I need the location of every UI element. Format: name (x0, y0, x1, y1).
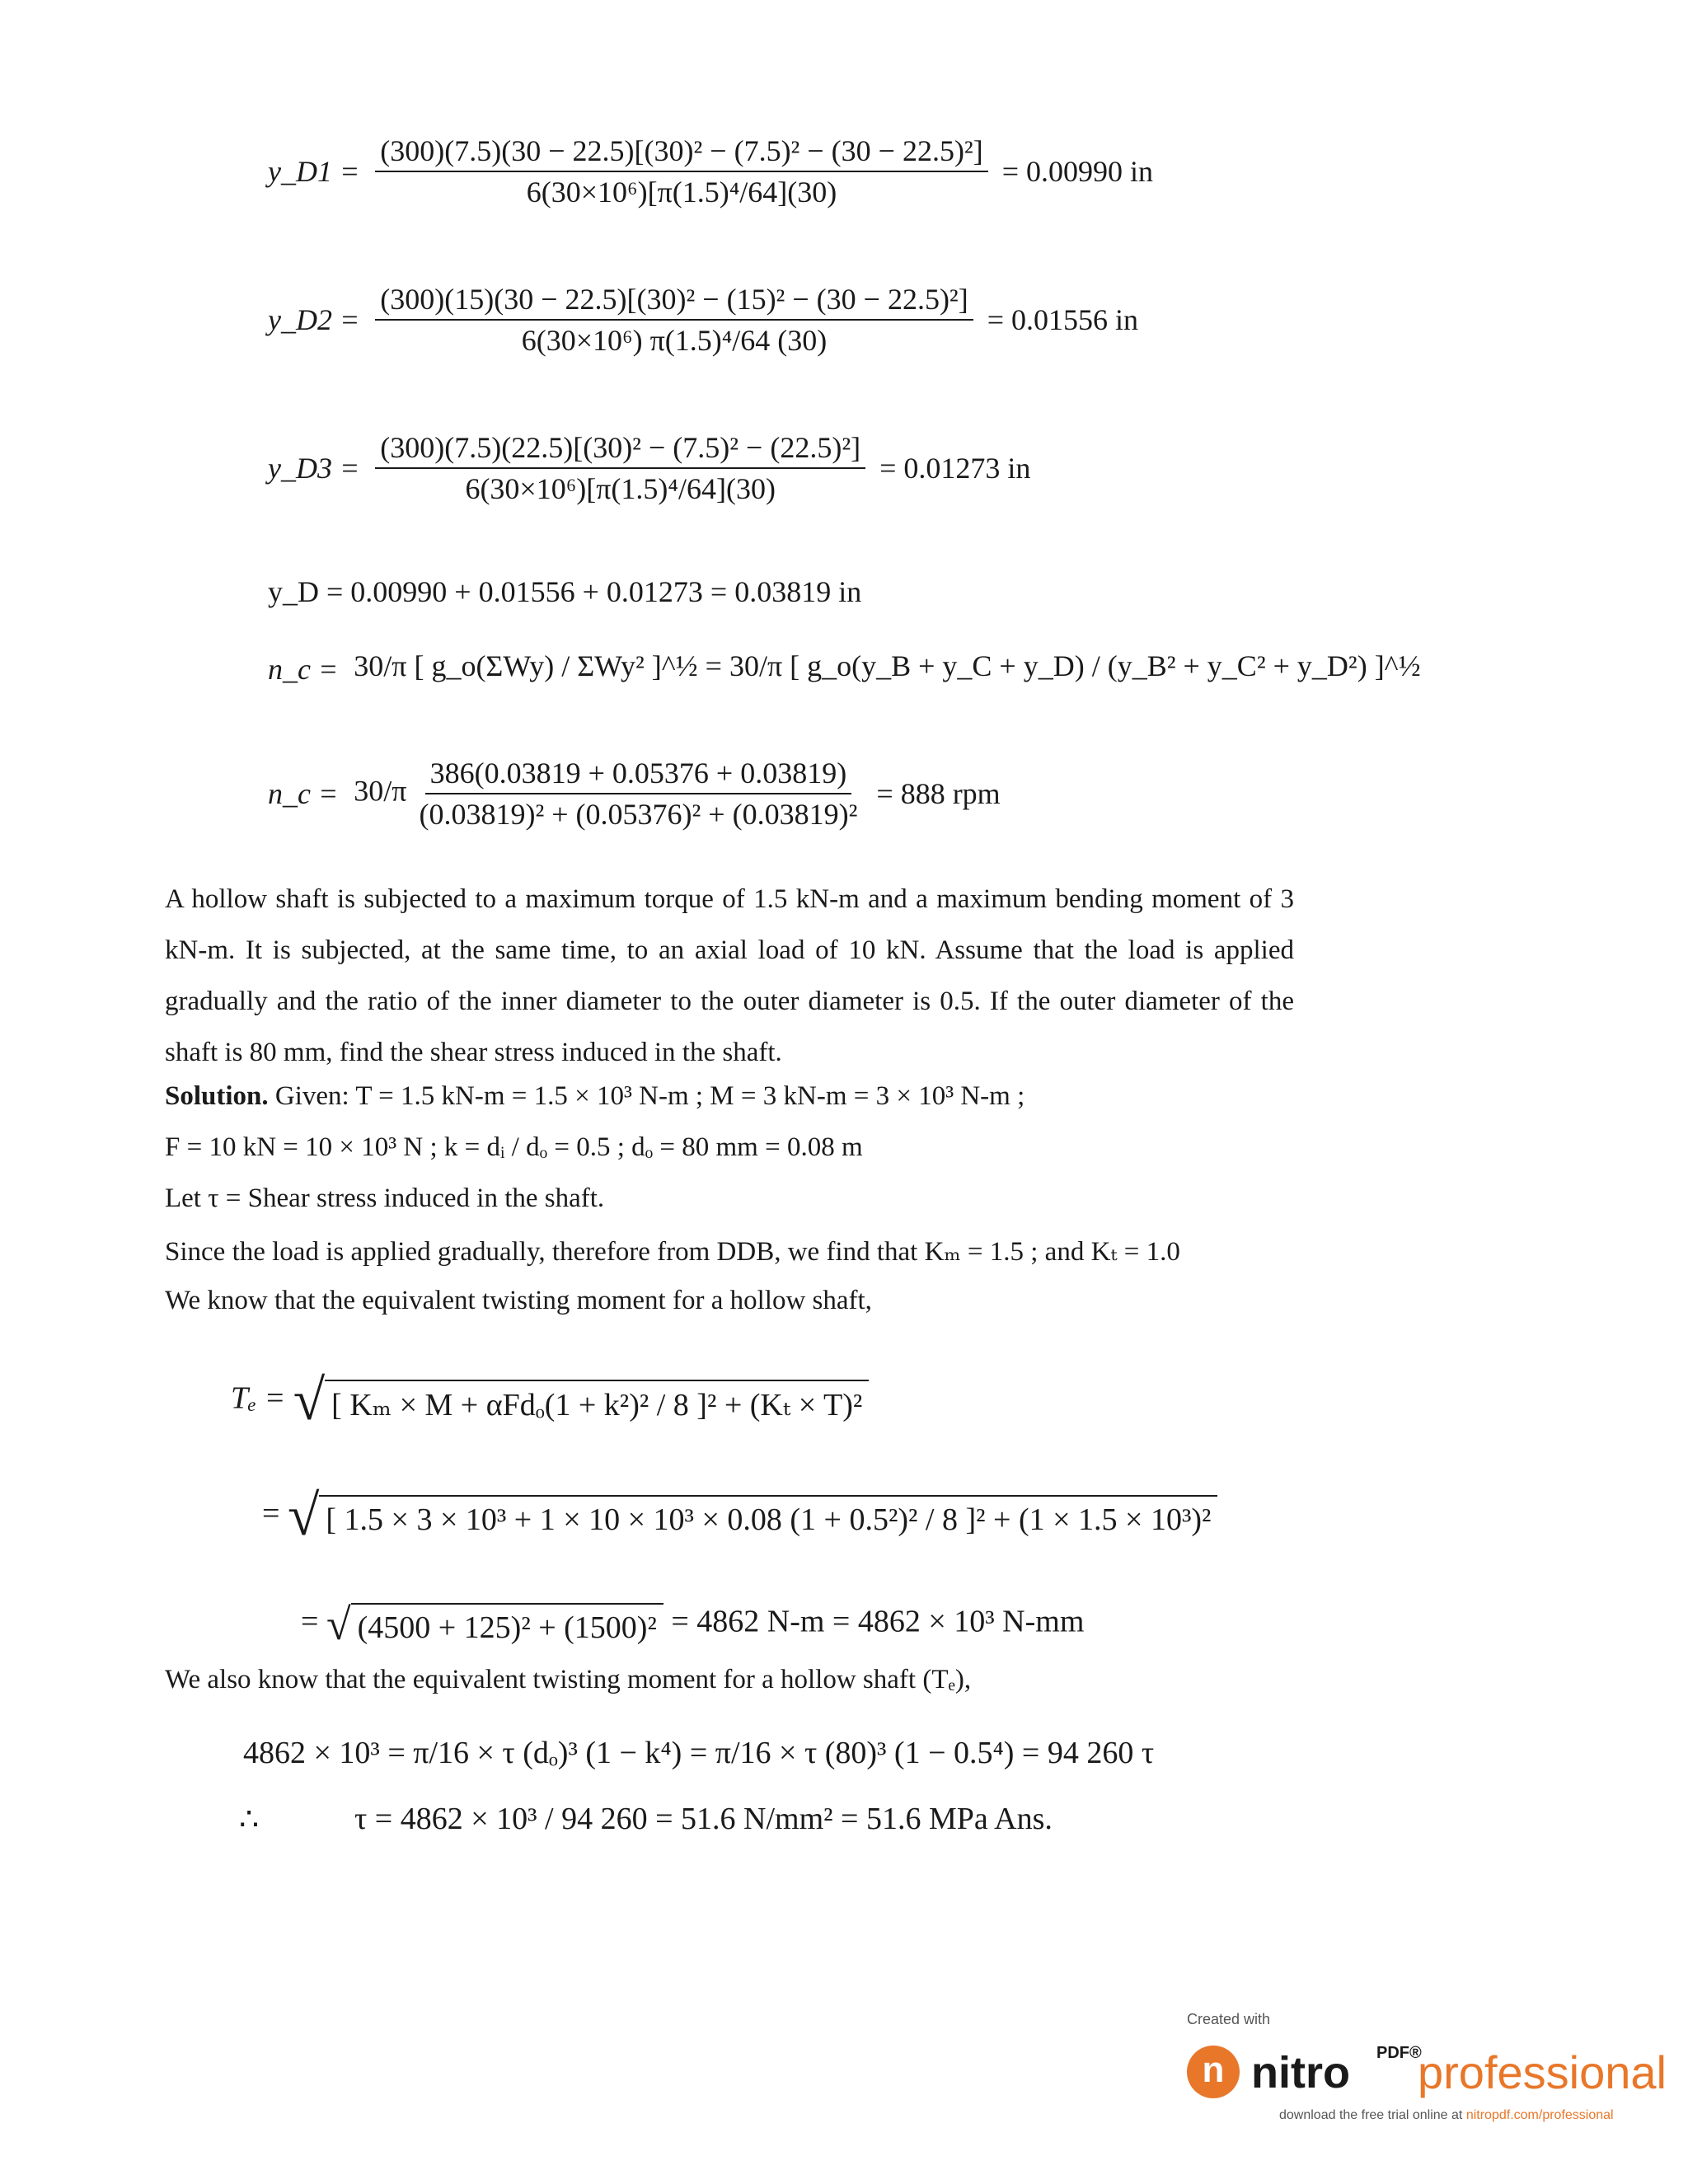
equation-yd3 (268, 433, 1030, 504)
download-text (1279, 2108, 1614, 2123)
sqrt-icon: √ (287, 1484, 320, 1548)
eq-rhs: = 0.01556 in (987, 303, 1139, 336)
equals-sign: = (301, 1604, 319, 1639)
equals-sign: = (262, 1496, 280, 1531)
eq-fraction (375, 136, 987, 207)
eq-fraction (375, 284, 973, 355)
eq-rhs: = 0.00990 in (1001, 155, 1154, 188)
te-radicand: [ Kₘ × M + αFdₒ(1 + k²)² / 8 ]² + (Kₜ × T)² (325, 1380, 869, 1423)
solution-label: Solution. (165, 1081, 269, 1111)
eq-fraction (375, 433, 865, 504)
solution-line-2: F = 10 kN = 10 × 10³ N ; k = dᵢ / dₒ = 0.5 ; dₒ = 80 mm = 0.08 m (165, 1132, 863, 1162)
te-lhs: Tₑ = (231, 1380, 286, 1416)
eq-lhs: y_D3 = (268, 452, 360, 485)
eq-lhs: y_D2 = (268, 303, 360, 336)
sqrt-icon: √ (326, 1600, 351, 1649)
eq-denominator: 6(30×10⁶)[π(1.5)⁴/64](30) (526, 176, 837, 209)
download-label: download the free trial online at (1279, 2108, 1463, 2122)
te-result (301, 1599, 1084, 1650)
eq-rhs: = 888 rpm (876, 777, 1001, 810)
eq-denominator: 6(30×10⁶)[π(1.5)⁴/64](30) (465, 472, 776, 505)
eq-prefix: 30/π (354, 774, 407, 808)
te-formula (231, 1368, 869, 1434)
equation-yd1 (268, 136, 1153, 207)
nitro-badge-icon: n (1187, 2046, 1240, 2098)
tau-equation: 4862 × 10³ = π/16 × τ (dₒ)³ (1 − k⁴) = π/16 × τ (80)³ (1 − 0.5⁴) = 94 260 τ (243, 1736, 1155, 1770)
eq-part-a: 30/π [ g_o(ΣWy) / ΣWy² ]^½ (354, 649, 698, 682)
nitro-brand: nitro (1251, 2048, 1350, 2097)
eq-numerator: (300)(7.5)(22.5)[(30)² − (7.5)² − (22.5)²] (375, 433, 865, 469)
eq-denominator: (0.03819)² + (0.05376)² + (0.03819)² (419, 798, 858, 831)
solution-line-5: We know that the equivalent twisting moment for a hollow shaft, (165, 1286, 872, 1315)
eq-lhs: n_c = (268, 777, 339, 810)
professional-text: professional (1418, 2046, 1667, 2098)
equation-yd-sum: y_D = 0.00990 + 0.01556 + 0.01273 = 0.03819 in (268, 575, 862, 608)
nitro-logo (1187, 2011, 1665, 2126)
equation-nc-formula (268, 651, 1421, 684)
created-with-text: Created with (1187, 2011, 1271, 2027)
download-url: nitropdf.com/professional (1465, 2108, 1614, 2122)
solution-given (165, 1081, 1025, 1112)
eq-part-b: = 30/π [ g_o(y_B + y_C + y_D) / (y_B² + y_C² + y_D²) ]^½ (705, 649, 1421, 682)
solution-line-6: We also know that the equivalent twisting moment for a hollow shaft (Tₑ), (165, 1665, 972, 1694)
tau-result: τ = 4862 × 10³ / 94 260 = 51.6 N/mm² = 51.6 MPa Ans. (354, 1802, 1053, 1836)
eq-fraction (414, 758, 862, 829)
te-substitution (262, 1483, 1217, 1549)
eq-numerator: (300)(7.5)(30 − 22.5)[(30)² − (7.5)² − (30 − 22.5)²] (375, 136, 987, 172)
equation-nc-numeric (268, 758, 1001, 829)
solution-line-3: Let τ = Shear stress induced in the shaft. (165, 1183, 605, 1213)
eq-rhs: = 0.01273 in (879, 452, 1031, 485)
te-sub-radicand: [ 1.5 × 3 × 10³ + 1 × 10 × 10³ × 0.08 (1 + 0.5²)² / 8 ]² + (1 × 1.5 × 10³)² (319, 1495, 1217, 1538)
equation-yd2 (268, 284, 1138, 355)
therefore-symbol: ∴ (239, 1802, 260, 1837)
sqrt-icon: √ (293, 1369, 326, 1432)
te-result-value: = 4862 N-m = 4862 × 10³ N-mm (671, 1604, 1085, 1639)
te-result-radicand: (4500 + 125)² + (1500)² (351, 1603, 663, 1646)
eq-numerator: 386(0.03819 + 0.05376 + 0.03819) (425, 758, 852, 794)
eq-denominator: 6(30×10⁶) π(1.5)⁴/64 (30) (521, 324, 828, 357)
eq-lhs: y_D1 = (268, 155, 360, 188)
eq-lhs: n_c = (268, 652, 339, 686)
given-text: Given: T = 1.5 kN-m = 1.5 × 10³ N-m ; M = 3 kN-m = 3 × 10³ N-m ; (274, 1081, 1025, 1111)
problem-statement: A hollow shaft is subjected to a maximum torque of 1.5 kN-m and a maximum bending moment of 3 kN-m. It is subjected, at the same time, to an axial load of 10 kN. Assume that the load is applied gradually and the ratio of the inner diameter to the outer diameter is 0.5. If the outer diameter of the shaft is 80 mm, find the shear stress induced in the shaft. (165, 884, 1294, 1067)
solution-line-4: Since the load is applied gradually, therefore from DDB, we find that Kₘ = 1.5 ; and Kₜ = 1.0 (165, 1237, 1180, 1267)
eq-numerator: (300)(15)(30 − 22.5)[(30)² − (15)² − (30 − 22.5)²] (375, 284, 973, 321)
pdf-superscript: PDF® (1376, 2044, 1422, 2062)
